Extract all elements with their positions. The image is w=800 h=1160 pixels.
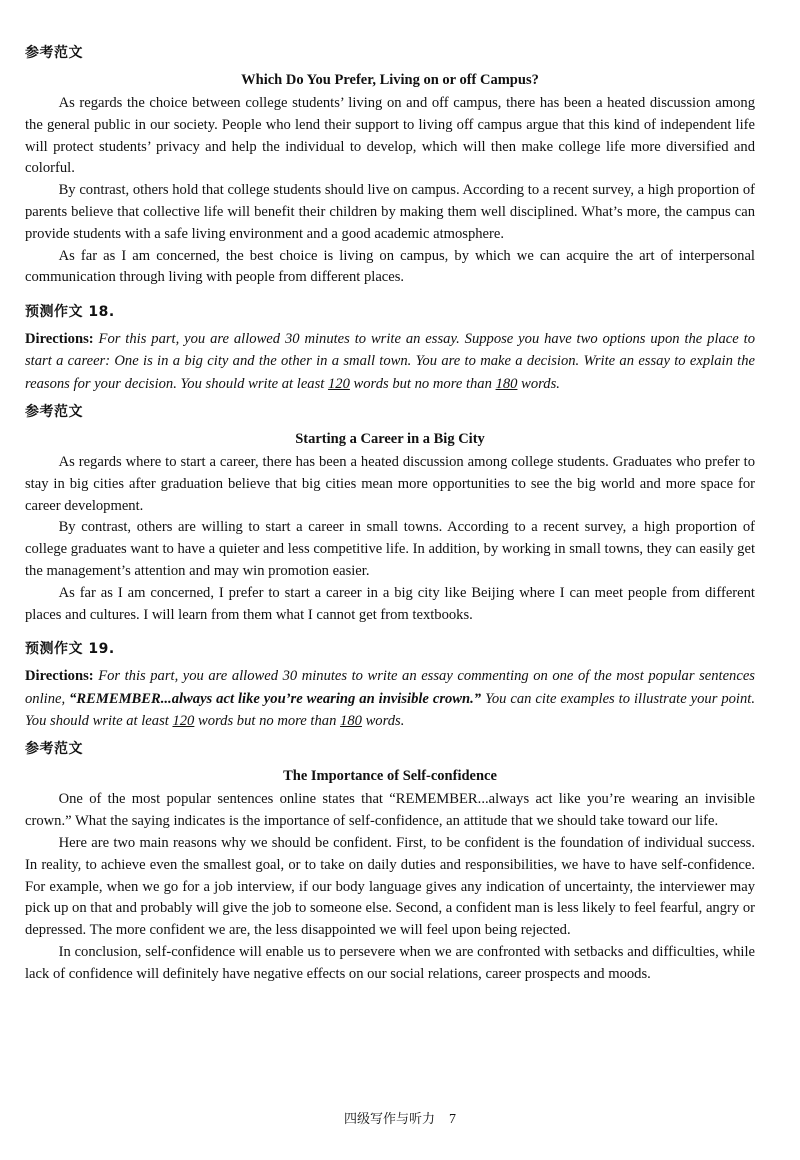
sample-essay-label: 参考范文	[25, 741, 83, 758]
directions-text: words but no more than	[349, 375, 496, 392]
max-words: 180	[495, 375, 518, 392]
directions-text: For this part, you are allowed 30 minutes to write an essay. Suppose you have two options upon the place to start a career: One is in a big city and the other in a small town. You are to make a decision. Write an essay to explain the reasons for your decision. You should write at least	[25, 331, 755, 392]
essay-paragraph: Here are two main reasons why we should be confident. First, to be confident is the foundation of individual success. In reality, to achieve even the smallest goal, or to take on daily duties and responsibilities, we have to have self-confidence. For example, when we go for a job interview, if our body language gives any indication of uncertainty, the interviewer may pick up on that and probably will give the job to someone else. Second, a confident man is less likely to feel fearful, angry or depressed. The more confident we are, the less disappointed we will feel upon being rejected.	[25, 834, 755, 939]
directions-text: words.	[361, 713, 405, 730]
directions	[25, 328, 755, 395]
page-footer	[0, 1108, 800, 1128]
task-heading: 预测作文 18.	[25, 304, 115, 321]
sample-essay-label: 参考范文	[25, 404, 83, 421]
essay-paragraph: By contrast, others hold that college students should live on campus. According to a recent survey, a high proportion of parents believe that collective life will benefit their children by making them well disciplined. What’s more, the campus can provide students with a safe living environment and a good academic atmosphere.	[25, 182, 755, 242]
directions-text: words but no more than	[194, 713, 341, 730]
essay-paragraph: As regards the choice between college students’ living on and off campus, there has been a heated discussion among the general public in our society. People who lend their support to living off campus argue that this kind of independent life will protect students’ privacy and help the individual to develop, which will then make college life more diversified and colorful.	[25, 95, 755, 177]
essay-paragraph: By contrast, others are willing to start a career in small towns. According to a recent survey, a high proportion of college graduates want to have a quieter and less competitive life. In addition, by working in small towns, they can easily get the management’s attention and may win promotion easier.	[25, 519, 755, 580]
min-words: 120	[172, 713, 195, 730]
directions-quote: “REMEMBER...always act like you’re wearing an invisible crown.”	[69, 690, 482, 707]
essay-title: The Importance of Self-confidence	[283, 768, 497, 785]
directions-label: Directions:	[25, 668, 94, 685]
directions	[25, 665, 755, 732]
directions-text: words.	[517, 375, 560, 392]
sample-essay-label: 参考范文	[25, 45, 83, 61]
directions-text: For this part, you are allowed 30 minutes to write an essay commenting on one of the most popular sentences online,	[25, 668, 755, 707]
task-heading: 预测作文 19.	[25, 641, 115, 658]
footer-title: 四级写作与听力	[343, 1112, 435, 1127]
essay-title: Starting a Career in a Big City	[295, 431, 485, 448]
essay-paragraph: One of the most popular sentences online states that “REMEMBER...always act like you’re wearing an invisible crown.” What the saying indicates is the importance of self-confidence, an attitude that we should take toward our life.	[25, 791, 755, 830]
directions-text: You can cite examples to illustrate your point. You should write at least	[25, 690, 755, 730]
essay-paragraph: As far as I am concerned, I prefer to start a career in a big city like Beijing where I can meet people from different places and cultures. I will learn from them what I cannot get from textbooks.	[25, 584, 755, 623]
min-words: 120	[327, 375, 350, 392]
essay-paragraph: As regards where to start a career, there has been a heated discussion among college students. Graduates who prefer to stay in big cities after graduation believe that big cities mean more opportunities to see the big world and more space for career development.	[25, 454, 755, 514]
directions-label: Directions:	[25, 331, 94, 348]
document-page	[25, 42, 755, 986]
essay-paragraph: In conclusion, self-confidence will enable us to persevere when we are confronted with setbacks and difficulties, while lack of confidence will definitely have negative effects on our social relations, career prospects and moods.	[25, 943, 755, 982]
page-number: 7	[449, 1112, 456, 1127]
essay-title: Which Do You Prefer, Living on or off Campus?	[241, 72, 539, 88]
max-words: 180	[340, 713, 362, 730]
essay-paragraph: As far as I am concerned, the best choice is living on campus, by which we can acquire the art of interpersonal communication through living with people from different places.	[25, 247, 755, 286]
